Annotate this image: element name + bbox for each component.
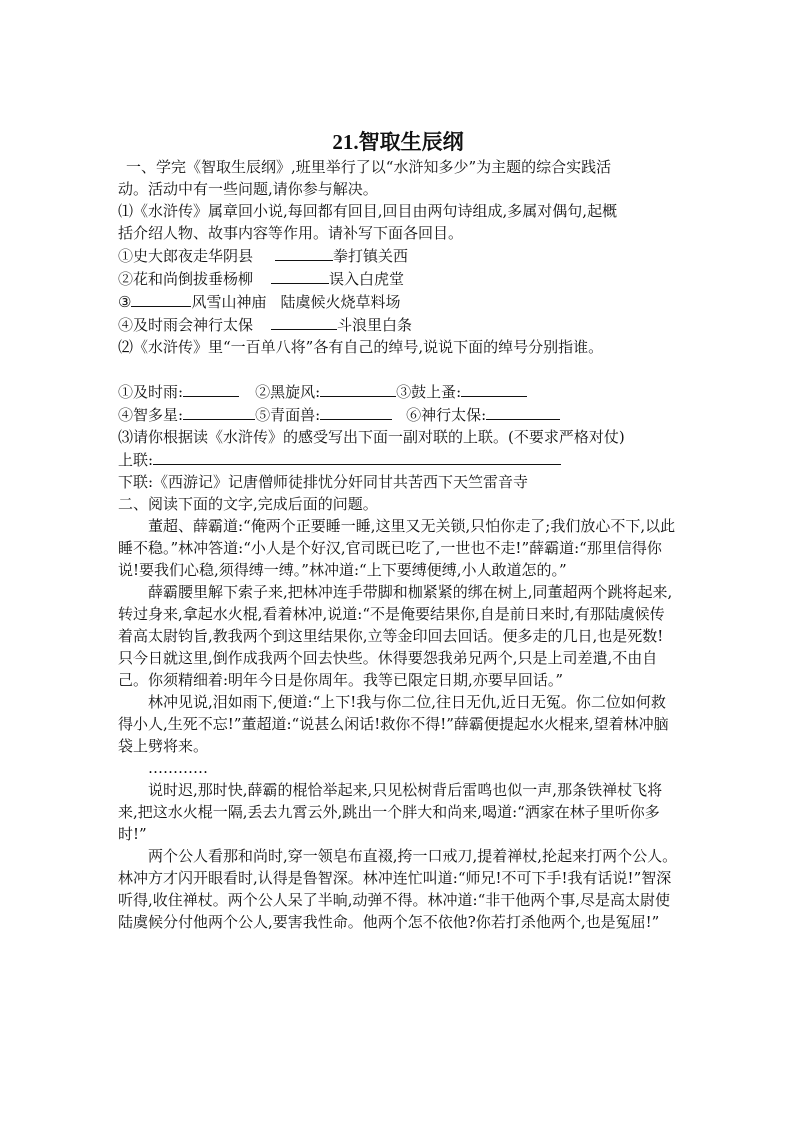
- answer-blank[interactable]: [271, 313, 337, 330]
- question-3: ⑶请你根据读《水浒传》的感受写出下面一副对联的上联。(不要求严格对仗): [118, 428, 625, 446]
- passage-paragraph-5: 两个公人看那和尚时,穿一领皂布直裰,挎一口戒刀,提着禅杖,抡起来打两个公人。林冲方才闪开眼看时,认得是鲁智深。林冲连忙叫道:“师兄!不可下手!我有话说!”智深听得,收住禅杖。两个公人呆了半晌,动弹不得。林冲道:“非干他两个事,尽是高太尉使陆虞候分付他两个公人,要害我性命。他两个怎不依他?你若打杀他两个,也是冤屈!”: [118, 847, 678, 931]
- answer-blank[interactable]: [183, 403, 255, 420]
- question-1-line-1: ⑴《水浒传》属章回小说,每回都有回目,回目由两句诗组成,多属对偶句,起概: [118, 202, 618, 220]
- passage-paragraph-4: 说时迟,那时快,薛霸的棍恰举起来,只见松树背后雷鸣也似一声,那条铁禅杖飞将来,把这水火棍一隔,丢去九霄云外,跳出一个胖大和尚来,喝道:“洒家在林子里听你多时!”: [118, 781, 663, 843]
- nickname-row-1: ①及时雨: ②黑旋风: ③鼓上蚤:: [118, 380, 678, 403]
- answer-blank[interactable]: [275, 244, 333, 261]
- section-2-heading: 二、阅读下面的文字,完成后面的问题。: [118, 495, 378, 513]
- page-title: 21.智取生辰纲: [332, 130, 464, 154]
- passage-paragraph-3: 林冲见说,泪如雨下,便道:“上下!我与你二位,往日无仇,近日无冤。你二位如何救得小人,生死不忘!”董超道:“说甚么闲话!救你不得!”薛霸便提起水火棍来,望着林冲脑袋上劈将来。: [118, 693, 669, 755]
- answer-blank[interactable]: [320, 403, 392, 420]
- passage-paragraph-1: 董超、薛霸道:“俺两个正要睡一睡,这里又无关锁,只怕你走了;我们放心不下,以此睡不稳。”林冲答道:“小人是个好汉,官司既已吃了,一世也不走!”薛霸道:“那里信得你说!要我们心稳,须得缚一缚。”林冲道:“上下要缚便缚,小人敢道怎的。”: [118, 517, 676, 579]
- intro-line-2: 动。活动中有一些问题,请你参与解决。: [118, 180, 378, 198]
- answer-blank[interactable]: [486, 403, 560, 420]
- ellipsis-line: …………: [148, 759, 208, 777]
- answer-blank[interactable]: [131, 290, 191, 307]
- chapter-item-1: ①史大郎夜走华阴县 拳打镇关西: [118, 244, 678, 267]
- answer-blank[interactable]: [461, 380, 527, 397]
- couplet-upper: 上联:: [118, 448, 678, 471]
- nickname-row-2: ④智多星: ⑤青面兽: ⑥神行太保:: [118, 403, 678, 426]
- document-page: [118, 128, 678, 933]
- question-2: ⑵《水浒传》里“一百单八将”各有自己的绰号,说说下面的绰号分别指谁。: [118, 338, 604, 356]
- answer-blank[interactable]: [183, 380, 239, 397]
- spacer: [118, 358, 678, 380]
- answer-blank[interactable]: [153, 448, 561, 465]
- chapter-item-3: ③ 风雪山神庙 陆虞候火烧草料场: [118, 290, 678, 313]
- chapter-item-2: ②花和尚倒拔垂杨柳 误入白虎堂: [118, 267, 678, 290]
- question-1-line-2: 括介绍人物、故事内容等作用。请补写下面各回目。: [118, 224, 464, 242]
- answer-blank[interactable]: [271, 267, 329, 284]
- passage-paragraph-2: 薛霸腰里解下索子来,把林冲连手带脚和枷紧紧的绑在树上,同董超两个跳将起来,转过身来,拿起水火棍,看着林冲,说道:“不是俺要结果你,自是前日来时,有那陆虞候传着高太尉钧旨,教我两个到这里结果你,立等金印回去回话。便多走的几日,也是死数!只今日就这里,倒作成我两个回去快些。休得要怨我弟兄两个,只是上司差遣,不由自己。你须精细着:明年今日是你周年。我等已限定日期,亦要早回话。”: [118, 583, 673, 689]
- intro-line-1: 一、学完《智取生辰纲》,班里举行了以“水浒知多少”为主题的综合实践活: [126, 158, 612, 176]
- couplet-lower: 下联:《西游记》记唐僧师徒排忧分奸同甘共苦西下天竺雷音寺: [118, 473, 529, 491]
- chapter-item-4: ④及时雨会神行太保 斗浪里白条: [118, 313, 678, 336]
- answer-blank[interactable]: [320, 380, 396, 397]
